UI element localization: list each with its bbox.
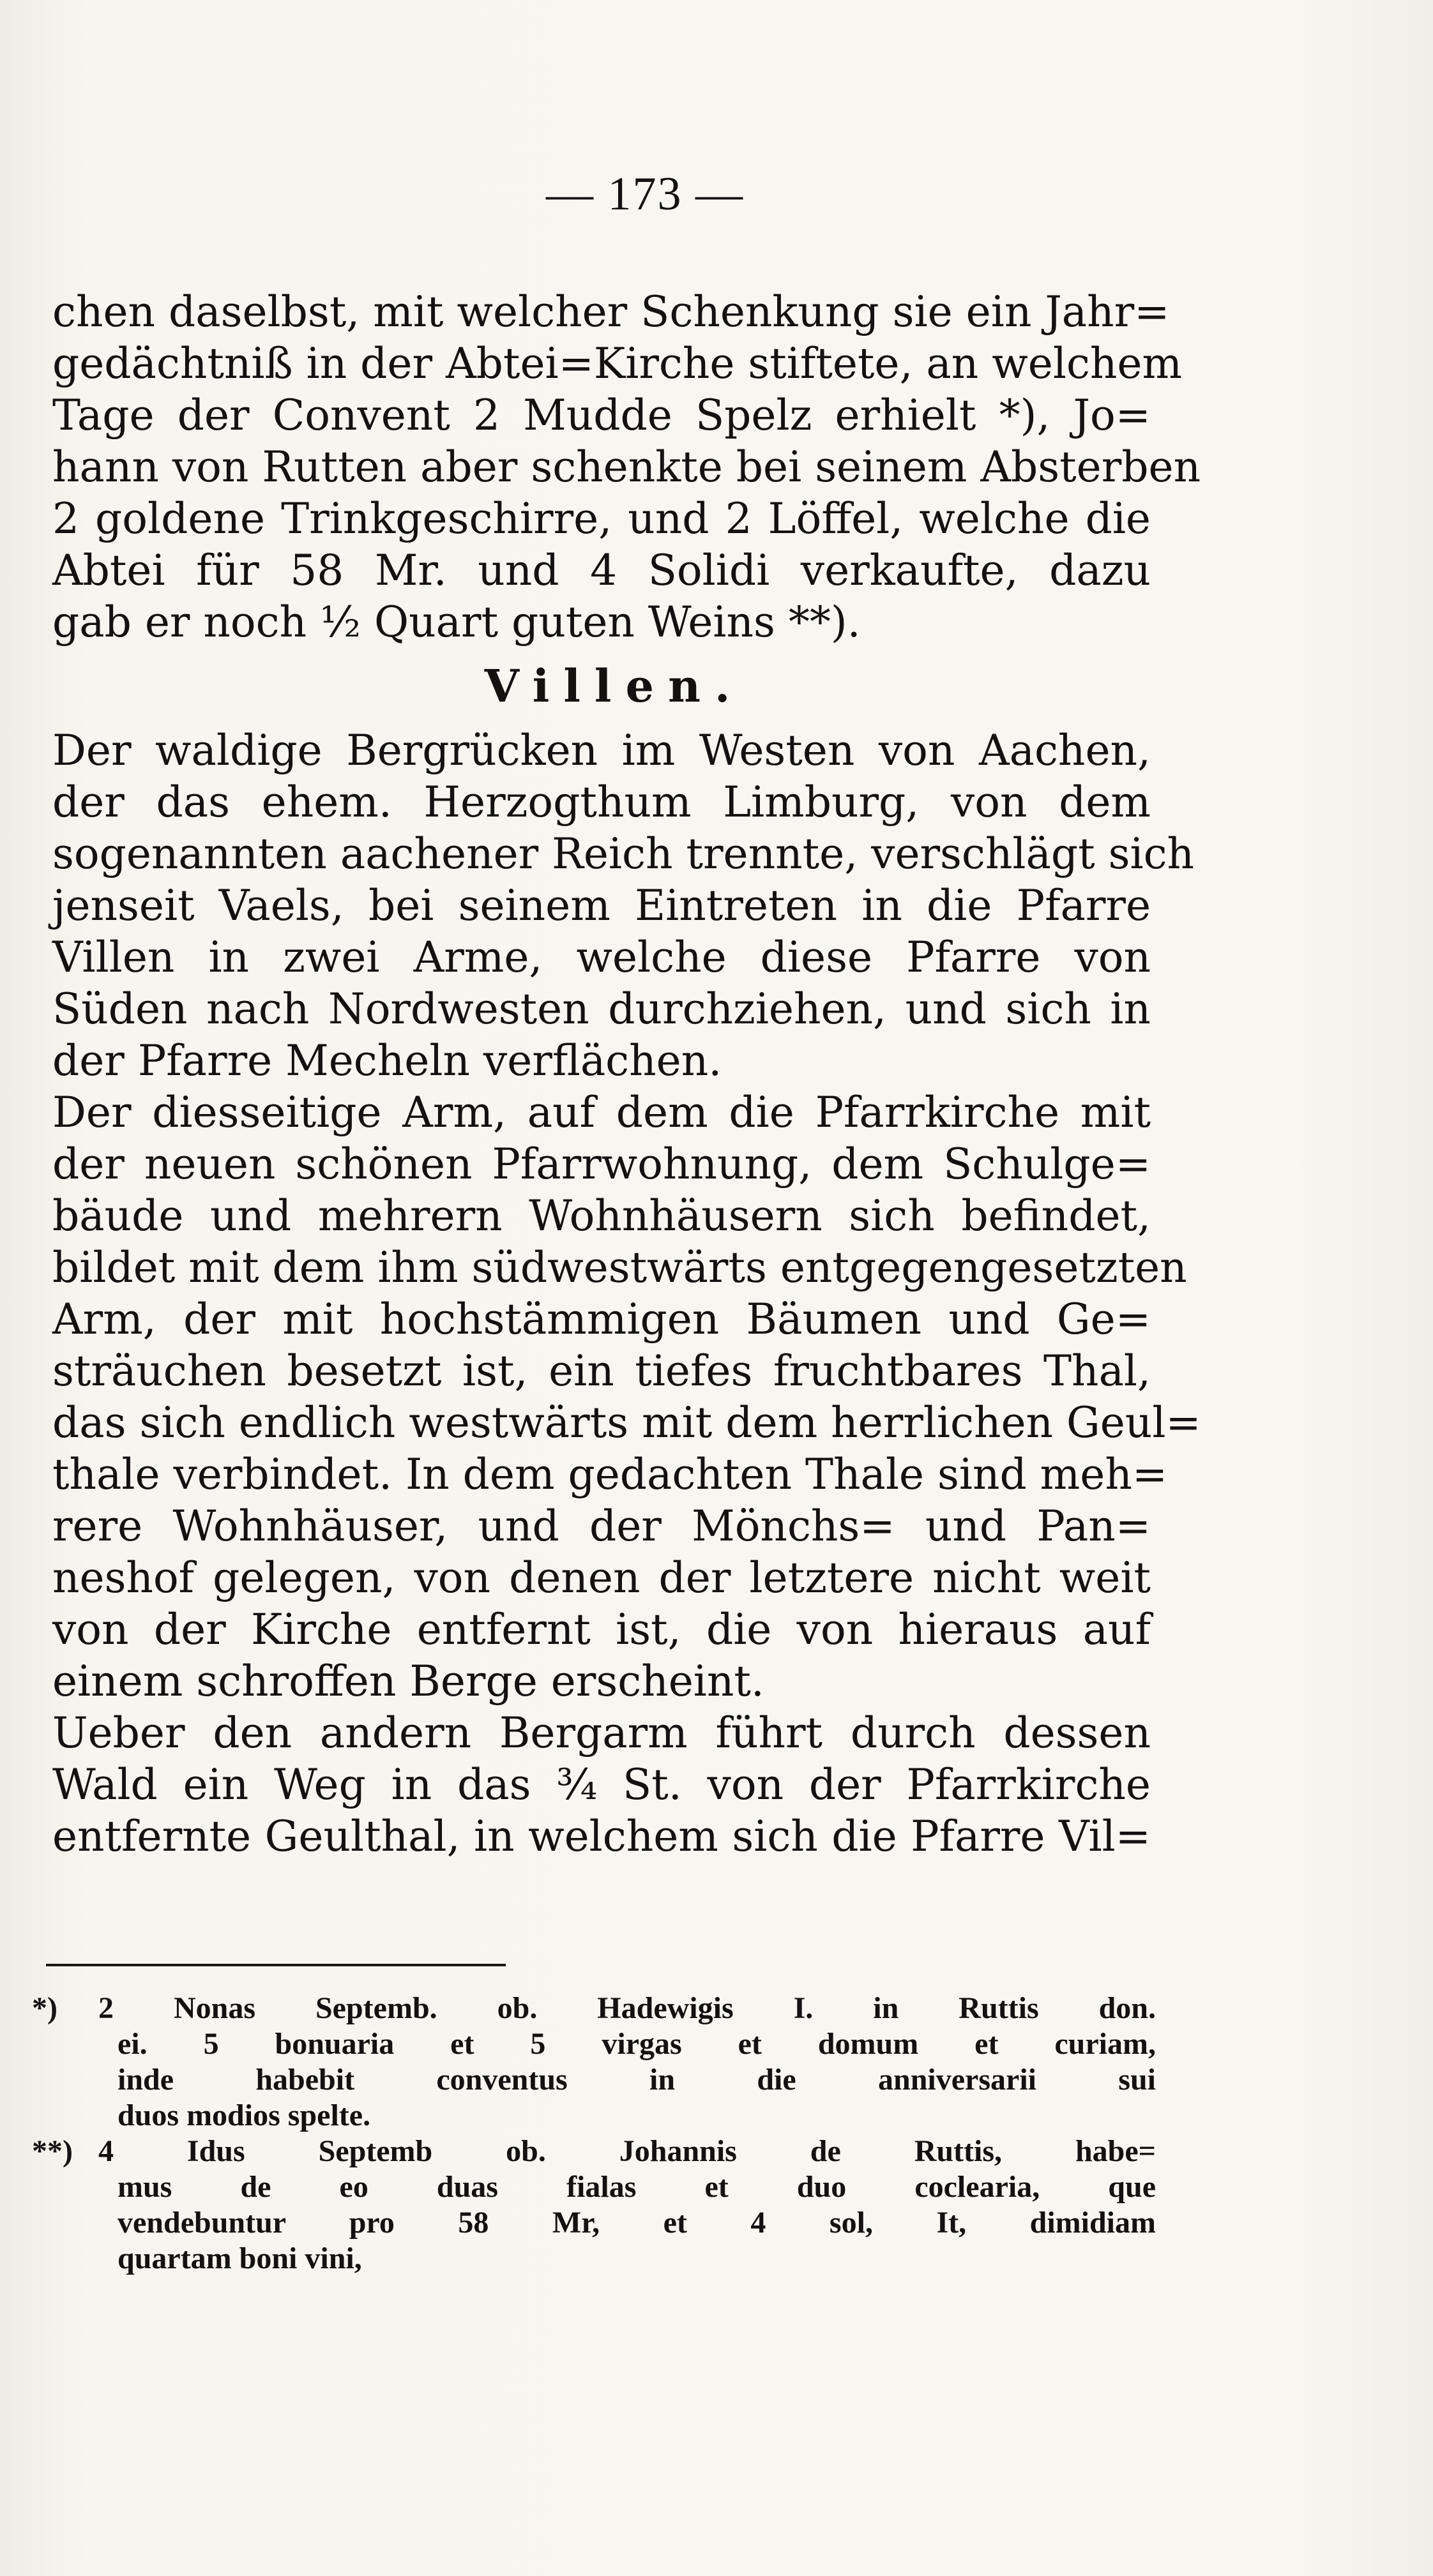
text-line: jenseit Vaels, bei seinem Eintreten in die Pfarre bbox=[52, 881, 1151, 930]
text-line: thale verbindet. In dem gedachten Thale sind meh= bbox=[52, 1450, 1168, 1499]
text-line: chen daselbst, mit welcher Schenkung sie ein Jahr= bbox=[52, 287, 1170, 336]
text-line: der das ehem. Herzogthum Limburg, von dem bbox=[52, 778, 1151, 827]
text-line: sogenannten aachener Reich trennte, verschlägt sich bbox=[52, 829, 1195, 878]
footnote-1 bbox=[32, 1991, 1156, 2026]
text-line: neshof gelegen, von denen der letztere nicht weit bbox=[52, 1553, 1151, 1602]
page-number: — 173 — bbox=[546, 168, 744, 220]
text-line: Villen in zwei Arme, welche diese Pfarre von bbox=[52, 933, 1151, 982]
footnote-line: 4 Idus Septemb ob. Johannis de Ruttis, habe= bbox=[98, 2134, 1156, 2168]
text-line: 2 goldene Trinkgeschirre, und 2 Löffel, welche die bbox=[52, 494, 1151, 543]
text-line: Der diesseitige Arm, auf dem die Pfarrkirche mit bbox=[52, 1088, 1151, 1137]
footnote-marker: **) bbox=[32, 2134, 73, 2168]
text-line: entfernte Geulthal, in welchem sich die Pfarre Vil= bbox=[52, 1812, 1151, 1861]
text-line: bäude und mehrern Wohnhäusern sich befindet, bbox=[52, 1191, 1151, 1240]
text-line: Süden nach Nordwesten durchziehen, und sich in bbox=[52, 984, 1151, 1034]
footnote-line: mus de eo duas fialas et duo coclearia, que bbox=[118, 2170, 1156, 2204]
text-line: hann von Rutten aber schenkte bei seinem Absterben bbox=[52, 442, 1201, 492]
text-line: rere Wohnhäuser, und der Mönchs= und Pan= bbox=[52, 1502, 1151, 1551]
text-line: Der waldige Bergrücken im Westen von Aachen, bbox=[52, 726, 1151, 775]
footnote-line: duos modios spelte. bbox=[118, 2098, 371, 2132]
text-line: der neuen schönen Pfarrwohnung, dem Schulge= bbox=[52, 1140, 1151, 1189]
text-line: sträuchen besetzt ist, ein tiefes fruchtbares Thal, bbox=[52, 1346, 1151, 1396]
text-line: der Pfarre Mecheln verflächen. bbox=[52, 1036, 722, 1085]
text-line: Abtei für 58 Mr. und 4 Solidi verkaufte, dazu bbox=[52, 546, 1151, 595]
footnote-line: quartam boni vini, bbox=[118, 2241, 362, 2275]
text-line: das sich endlich westwärts mit dem herrlichen Geul= bbox=[52, 1398, 1201, 1447]
text-line: von der Kirche entfernt ist, die von hieraus auf bbox=[52, 1605, 1151, 1654]
footnote-line: 2 Nonas Septemb. ob. Hadewigis I. in Ruttis don. bbox=[98, 1991, 1156, 2025]
footnotes bbox=[32, 1991, 1156, 2277]
footnote-2 bbox=[32, 2134, 1156, 2169]
section-heading: Villen. bbox=[484, 659, 745, 712]
text-line: gab er noch ½ Quart guten Weins **). bbox=[52, 598, 861, 647]
text-line: bildet mit dem ihm südwestwärts entgegengesetzten bbox=[52, 1243, 1187, 1292]
footnote-line: inde habebit conventus in die anniversarii sui bbox=[118, 2063, 1156, 2097]
text-line: Ueber den andern Bergarm führt durch dessen bbox=[52, 1708, 1151, 1758]
text-line: Wald ein Weg in das ¾ St. von der Pfarrkirche bbox=[52, 1760, 1151, 1809]
text-line: Arm, der mit hochstämmigen Bäumen und Ge= bbox=[52, 1295, 1151, 1344]
text-line: einem schroffen Berge erscheint. bbox=[52, 1657, 764, 1706]
text-line: gedächtniß in der Abtei=Kirche stiftete, an welchem bbox=[52, 339, 1183, 388]
main-text bbox=[52, 286, 1201, 1862]
text-line: Tage der Convent 2 Mudde Spelz erhielt *), Jo= bbox=[52, 391, 1151, 440]
footnote-line: vendebuntur pro 58 Mr, et 4 sol, It, dimidiam bbox=[118, 2206, 1156, 2240]
footnote-divider bbox=[46, 1964, 506, 1966]
footnote-line: ei. 5 bonuaria et 5 virgas et domum et curiam, bbox=[118, 2027, 1156, 2061]
footnote-marker: *) bbox=[32, 1991, 57, 2025]
